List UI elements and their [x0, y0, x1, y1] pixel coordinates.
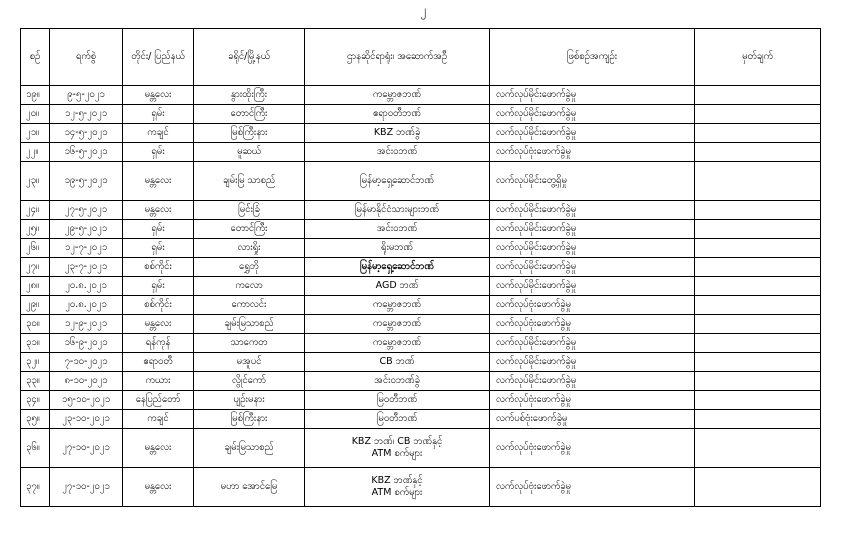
- cell-bank: [305, 201, 490, 220]
- table-row: [21, 277, 821, 296]
- cell-date: ၁၂-၅-၂၀၂၁: [50, 105, 123, 124]
- cell-remark: [695, 353, 821, 372]
- cell-bank: [305, 353, 490, 372]
- table-row: [21, 201, 821, 220]
- cell-bank: [305, 239, 490, 258]
- cell-region: ရှမ်း: [123, 277, 194, 296]
- cell-date: ၂၃-၁၀-၂၀၂၁: [50, 410, 123, 429]
- cell-cause: လက်လုပ်ဗုံးဖောက်ခွဲမှု: [490, 468, 695, 507]
- cell-region: စစ်ကိုင်း: [123, 296, 194, 315]
- cell-remark: [695, 468, 821, 507]
- cell-remark: [695, 105, 821, 124]
- cell-remark: [695, 429, 821, 468]
- cell-no: ၃၁။: [21, 334, 50, 353]
- cell-district: မဟာ အောင်မြေ: [194, 468, 305, 507]
- cell-no: ၂၇။: [21, 258, 50, 277]
- cell-region: မန္တလေး: [123, 86, 194, 105]
- table-row: [21, 353, 821, 372]
- cell-region: ဧရာဝတီ: [123, 353, 194, 372]
- header-no: စဉ်: [21, 29, 50, 86]
- cell-district: ကောလင်း: [194, 296, 305, 315]
- cell-bank: [305, 296, 490, 315]
- cell-cause: လက်လုပ်မိုင်းဖောက်ခွဲမှု: [490, 334, 695, 353]
- cell-no: ၂၅။: [21, 220, 50, 239]
- cell-cause: လက်လုပ်ဗုံးဖောက်ခွဲမှု: [490, 143, 695, 162]
- cell-cause: လက်လုပ်မိုင်းဖောက်ခွဲမှု: [490, 124, 695, 143]
- cell-cause: လက်လုပ်ဗုံးဖောက်ခွဲမှု: [490, 315, 695, 334]
- cell-district: မြစ်ကြီးနား: [194, 410, 305, 429]
- bank-line: မြန်မာ့ရှေ့ဆောင်ဘဏ်: [360, 261, 434, 272]
- page-number: ၂: [420, 3, 427, 17]
- cell-date: ၂၇-၁၀-၂၀၂၁: [50, 468, 123, 507]
- cell-district: ချမ်းမြ သာစည်: [194, 162, 305, 201]
- cell-cause: လက်လုပ်မိုင်းဖောက်ခွဲမှု: [490, 353, 695, 372]
- cell-cause: လက်ပစ်ဗုံးဖောက်ခွဲမှု: [490, 410, 695, 429]
- cell-bank: [305, 124, 490, 143]
- cell-bank: [305, 468, 490, 507]
- cell-district: သာကေတ: [194, 334, 305, 353]
- table-row: [21, 239, 821, 258]
- cell-remark: [695, 315, 821, 334]
- cell-no: ၂၈။: [21, 277, 50, 296]
- table-header-row: [21, 29, 821, 86]
- cell-region: ရန်ကုန်: [123, 334, 194, 353]
- cell-no: ၃၂။: [21, 353, 50, 372]
- cell-region: မန္တလေး: [123, 429, 194, 468]
- table-row: [21, 468, 821, 507]
- table-row: [21, 372, 821, 391]
- cell-district: ချမ်းမြသာစည်: [194, 429, 305, 468]
- cell-no: ၂၄။: [21, 201, 50, 220]
- cell-remark: [695, 258, 821, 277]
- cell-region: မန္တလေး: [123, 315, 194, 334]
- cell-cause: လက်လုပ်မိုင်းဖောက်ခွဲမှု: [490, 201, 695, 220]
- cell-remark: [695, 372, 821, 391]
- header-district: ခရိုင်/မြို့နယ်: [194, 29, 305, 86]
- cell-bank: [305, 162, 490, 201]
- cell-remark: [695, 239, 821, 258]
- cell-remark: [695, 220, 821, 239]
- cell-region: နေပြည်တော်: [123, 391, 194, 410]
- cell-cause: လက်လုပ်မိုင်းဖောက်ခွဲမှု: [490, 239, 695, 258]
- cell-remark: [695, 86, 821, 105]
- header-remark: မှတ်ချက်: [695, 29, 821, 86]
- cell-date: ၂၉-၅-၂၀၂၁: [50, 220, 123, 239]
- cell-remark: [695, 296, 821, 315]
- cell-district: မြစ်ကြီးနား: [194, 124, 305, 143]
- cell-no: ၃၃။: [21, 372, 50, 391]
- cell-region: ကယား: [123, 372, 194, 391]
- table-row: [21, 334, 821, 353]
- cell-date: ၂၃-၇-၂၀၂၁: [50, 258, 123, 277]
- cell-cause: လက်လုပ်ဗုံးဖောက်ခွဲမှု: [490, 391, 695, 410]
- bank-line: မြန်မာ့ရှေ့ဆောင်ဘဏ်: [360, 175, 434, 186]
- table-row: [21, 124, 821, 143]
- bank-line: KBZ ဘဏ်ခွဲ: [373, 127, 421, 138]
- bank-line: အင်းဝဘဏ်: [376, 146, 418, 157]
- cell-region: ရှမ်း: [123, 220, 194, 239]
- cell-date: ၁၅-၁၀-၂၀၂၁: [50, 391, 123, 410]
- header-cause: ဖြစ်စဉ်အကျဉ်း: [490, 29, 695, 86]
- cell-district: လားရှိုး: [194, 239, 305, 258]
- cell-district: နွားထိုးကြီး: [194, 86, 305, 105]
- cell-bank: [305, 334, 490, 353]
- cell-date: ၁၄-၅-၂၀၂၁: [50, 124, 123, 143]
- cell-bank: [305, 391, 490, 410]
- cell-district: မြင်းခြံ: [194, 201, 305, 220]
- cell-date: ၂၀.၈.၂၀၂၁: [50, 296, 123, 315]
- cell-district: လွိုင်ကော်: [194, 372, 305, 391]
- cell-remark: [695, 143, 821, 162]
- cell-no: ၂၂။: [21, 143, 50, 162]
- bank-line: KBZ ဘဏ်၊ CB ဘဏ်နှင့်: [351, 436, 443, 447]
- bank-line: ATM စက်များ: [371, 487, 423, 498]
- table-row: [21, 391, 821, 410]
- cell-district: တောင်ကြီး: [194, 105, 305, 124]
- bank-line: အင်းဝဘဏ်: [376, 223, 418, 234]
- cell-bank: [305, 410, 490, 429]
- cell-region: ကချင်: [123, 124, 194, 143]
- cell-no: ၂၉။: [21, 296, 50, 315]
- cell-cause: လက်လုပ်မိုင်းဖောက်ခွဲမှု: [490, 220, 695, 239]
- bank-line: ATM စက်များ: [371, 448, 423, 459]
- cell-bank: [305, 86, 490, 105]
- cell-district: မူဆယ်: [194, 143, 305, 162]
- table-row: [21, 105, 821, 124]
- cell-date: ၇-၁၀-၂၀၂၁: [50, 353, 123, 372]
- cell-no: ၁၉။: [21, 86, 50, 105]
- cell-bank: [305, 372, 490, 391]
- cell-district: ရွှေဘို: [194, 258, 305, 277]
- cell-date: ၁၂-၇-၂၀၂၁: [50, 239, 123, 258]
- cell-date: ၁၆-၅-၂၀၂၁: [50, 143, 123, 162]
- cell-no: ၂၁။: [21, 124, 50, 143]
- cell-bank: [305, 315, 490, 334]
- cell-district: တောင်ကြီး: [194, 220, 305, 239]
- cell-no: ၂၀။: [21, 105, 50, 124]
- cell-bank: [305, 220, 490, 239]
- cell-no: ၂၃။: [21, 162, 50, 201]
- bank-line: AGD ဘဏ်: [375, 280, 419, 291]
- cell-region: မန္တလေး: [123, 201, 194, 220]
- bank-line: ကမ္ဘောဇဘဏ်: [372, 337, 422, 348]
- cell-remark: [695, 391, 821, 410]
- cell-cause: လက်လုပ်မိုင်းဖောက်ခွဲမှု: [490, 105, 695, 124]
- cell-region: မန္တလေး: [123, 162, 194, 201]
- bank-line: ရိုးမဘဏ်: [380, 242, 414, 253]
- header-date: ရက်စွဲ: [50, 29, 123, 86]
- cell-cause: လက်လုပ်မိုင်းတွေ့ရှိမှု: [490, 162, 695, 201]
- cell-remark: [695, 410, 821, 429]
- cell-bank: [305, 277, 490, 296]
- cell-no: ၃၀။: [21, 315, 50, 334]
- cell-cause: လက်လုပ်ဗုံးဖောက်ခွဲမှု: [490, 296, 695, 315]
- cell-date: ၈-၁၀-၂၀၂၁: [50, 372, 123, 391]
- cell-date: ၂၇-၅-၂၀၂၁: [50, 201, 123, 220]
- cell-region: စစ်ကိုင်း: [123, 258, 194, 277]
- cell-district: မအူပင်: [194, 353, 305, 372]
- bank-line: KBZ ဘဏ်နှင့်: [371, 475, 423, 486]
- cell-cause: လက်လုပ်မိုင်းဖောက်ခွဲမှု: [490, 277, 695, 296]
- incident-table: [20, 28, 821, 507]
- cell-district: ချမ်းမြသာစည်: [194, 315, 305, 334]
- cell-date: ၉-၅-၂၀၂၁: [50, 86, 123, 105]
- cell-remark: [695, 162, 821, 201]
- cell-remark: [695, 201, 821, 220]
- bank-line: CB ဘဏ်: [379, 356, 415, 367]
- table-row: [21, 258, 821, 277]
- cell-cause: လက်လုပ်မိုင်းဖောက်ခွဲမှု: [490, 258, 695, 277]
- table-row: [21, 429, 821, 468]
- bank-line: မြန်မာနိုင်ငံသားများဘဏ်: [354, 204, 440, 215]
- cell-no: ၃၇။: [21, 468, 50, 507]
- cell-no: ၃၅။: [21, 410, 50, 429]
- cell-date: ၁၆-၉-၂၀၂၁: [50, 334, 123, 353]
- cell-bank: [305, 258, 490, 277]
- cell-district: ပျဉ်းမနား: [194, 391, 305, 410]
- cell-date: ၂၇-၁၀-၂၀၂၁: [50, 429, 123, 468]
- bank-line: ကမ္ဘောဇဘဏ်: [372, 318, 422, 329]
- cell-region: ရှမ်း: [123, 105, 194, 124]
- cell-remark: [695, 124, 821, 143]
- cell-no: ၃၆။: [21, 429, 50, 468]
- header-region: တိုင်း/ ပြည်နယ်: [123, 29, 194, 86]
- cell-cause: လက်လုပ်ဗုံးဖောက်ခွဲမှု: [490, 429, 695, 468]
- cell-remark: [695, 334, 821, 353]
- table-row: [21, 410, 821, 429]
- table-body: [21, 86, 821, 507]
- bank-line: ကမ္ဘောဇဘဏ်: [372, 299, 422, 310]
- cell-region: ရှမ်း: [123, 143, 194, 162]
- cell-cause: လက်လုပ်မိုင်းဖောက်ခွဲမှု: [490, 372, 695, 391]
- cell-district: ကလော: [194, 277, 305, 296]
- table-row: [21, 296, 821, 315]
- bank-line: မြဝတီဘဏ်: [376, 413, 418, 424]
- cell-no: ၂၆။: [21, 239, 50, 258]
- cell-bank: [305, 105, 490, 124]
- cell-date: ၁၂-၉-၂၀၂၁: [50, 315, 123, 334]
- cell-remark: [695, 277, 821, 296]
- table-row: [21, 162, 821, 201]
- cell-region: ရှမ်း: [123, 239, 194, 258]
- cell-region: မန္တလေး: [123, 468, 194, 507]
- bank-line: အင်းဝဘဏ်ခွဲ: [374, 375, 420, 386]
- bank-line: ဧရာဝတီဘဏ်: [372, 108, 421, 119]
- cell-bank: [305, 143, 490, 162]
- header-bank: ဌာနဆိုင်ရာရုံး၊ အဆောက်အဦ: [305, 29, 490, 86]
- table-row: [21, 86, 821, 105]
- cell-cause: လက်လုပ်မိုင်းဖောက်ခွဲမှု: [490, 86, 695, 105]
- cell-no: ၃၄။: [21, 391, 50, 410]
- cell-date: ၁၉-၅-၂၀၂၁: [50, 162, 123, 201]
- cell-region: ကချင်: [123, 410, 194, 429]
- table-row: [21, 220, 821, 239]
- cell-bank: [305, 429, 490, 468]
- table-row: [21, 315, 821, 334]
- bank-line: ကမ္ဘောဇဘဏ်: [372, 89, 422, 100]
- cell-date: ၂၀.၈.၂၀၂၁: [50, 277, 123, 296]
- table-row: [21, 143, 821, 162]
- bank-line: မြဝတီဘဏ်: [376, 394, 418, 405]
